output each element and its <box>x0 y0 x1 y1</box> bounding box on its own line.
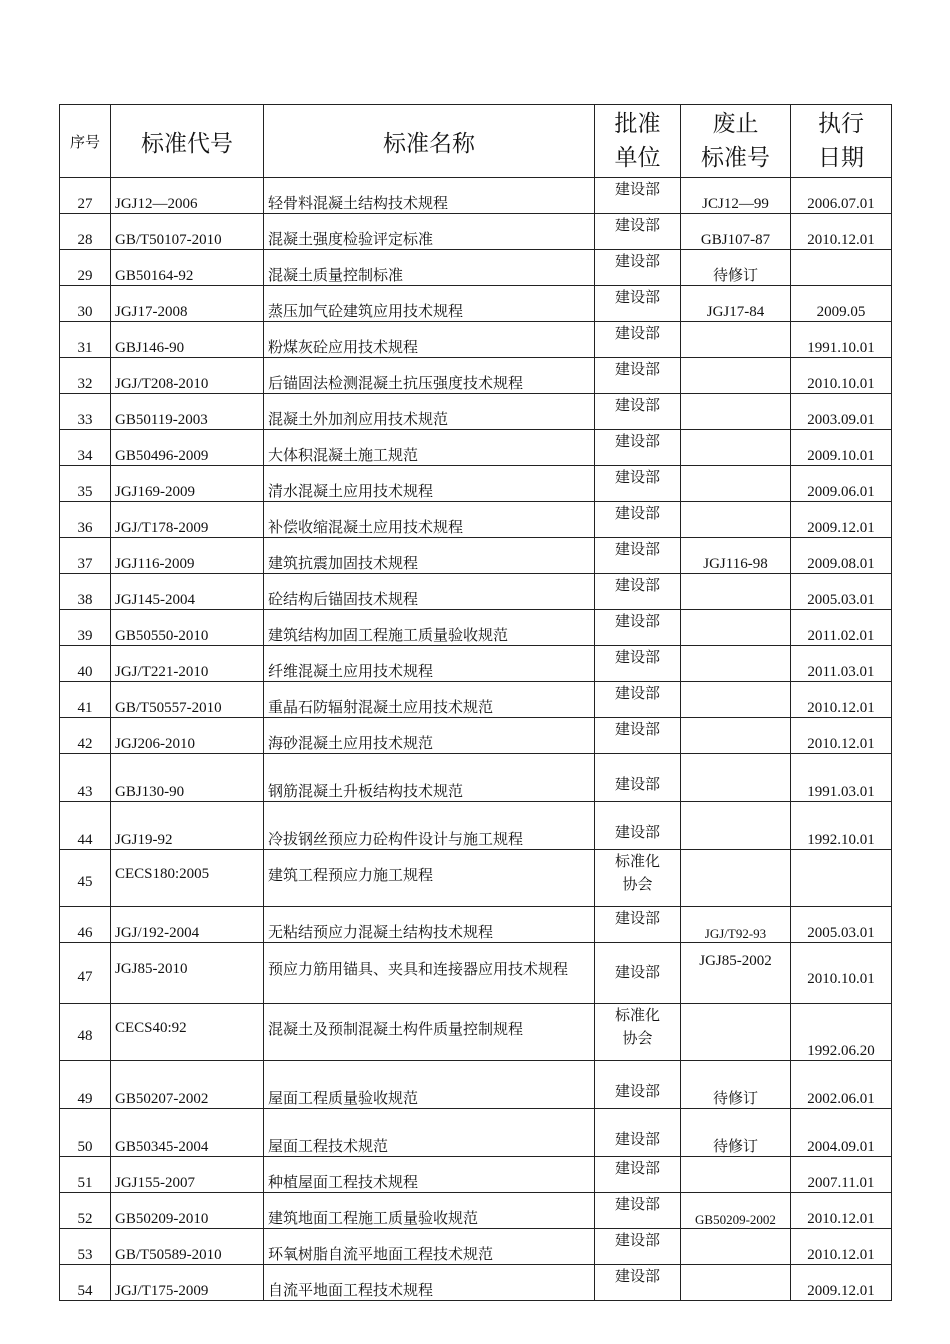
cell-unit: 建设部 <box>595 538 681 574</box>
cell-name: 后锚固法检测混凝土抗压强度技术规程 <box>264 358 595 394</box>
table-row <box>60 1157 892 1193</box>
cell-name: 砼结构后锚固技术规程 <box>264 574 595 610</box>
cell-old <box>681 574 791 610</box>
cell-code: GB50345-2004 <box>111 1109 264 1157</box>
cell-seq: 43 <box>60 754 111 802</box>
cell-date: 2002.06.01 <box>791 1061 892 1109</box>
cell-unit: 建设部 <box>595 286 681 322</box>
cell-code: GB50496-2009 <box>111 430 264 466</box>
table-row <box>60 754 892 802</box>
cell-name: 大体积混凝土施工规范 <box>264 430 595 466</box>
cell-code: GB50550-2010 <box>111 610 264 646</box>
header-name: 标准名称 <box>264 105 595 178</box>
cell-date: 2009.12.01 <box>791 1265 892 1301</box>
cell-name: 清水混凝土应用技术规程 <box>264 466 595 502</box>
table-row <box>60 802 892 850</box>
cell-name: 建筑地面工程施工质量验收规范 <box>264 1193 595 1229</box>
cell-seq: 46 <box>60 907 111 943</box>
table-row <box>60 646 892 682</box>
cell-unit: 建设部 <box>595 646 681 682</box>
cell-code: GB50164-92 <box>111 250 264 286</box>
cell-seq: 39 <box>60 610 111 646</box>
cell-unit: 建设部 <box>595 802 681 850</box>
table-row <box>60 538 892 574</box>
cell-name: 自流平地面工程技术规程 <box>264 1265 595 1301</box>
cell-unit: 建设部 <box>595 1061 681 1109</box>
cell-date: 2011.03.01 <box>791 646 892 682</box>
cell-name: 海砂混凝土应用技术规范 <box>264 718 595 754</box>
cell-name: 钢筋混凝土升板结构技术规范 <box>264 754 595 802</box>
cell-seq: 32 <box>60 358 111 394</box>
cell-seq: 52 <box>60 1193 111 1229</box>
cell-unit: 建设部 <box>595 178 681 214</box>
cell-seq: 42 <box>60 718 111 754</box>
table-row <box>60 286 892 322</box>
cell-old <box>681 802 791 850</box>
cell-date: 2010.12.01 <box>791 214 892 250</box>
table-row <box>60 214 892 250</box>
table-row <box>60 250 892 286</box>
header-unit <box>595 105 681 178</box>
cell-code: GB/T50557-2010 <box>111 682 264 718</box>
cell-old <box>681 1157 791 1193</box>
cell-old <box>681 850 791 907</box>
cell-code: GBJ130-90 <box>111 754 264 802</box>
cell-date: 1992.06.20 <box>791 1004 892 1061</box>
table-row <box>60 574 892 610</box>
cell-old: GBJ107-87 <box>681 214 791 250</box>
cell-unit-line1: 标准化 <box>614 854 660 870</box>
cell-code: JGJ155-2007 <box>111 1157 264 1193</box>
table-row <box>60 358 892 394</box>
table-row <box>60 907 892 943</box>
cell-date: 2009.08.01 <box>791 538 892 574</box>
cell-old <box>681 718 791 754</box>
cell-old: JGJ85-2002 <box>681 943 791 1004</box>
cell-seq: 35 <box>60 466 111 502</box>
header-old <box>681 105 791 178</box>
cell-seq: 44 <box>60 802 111 850</box>
header-old-line2: 标准号 <box>701 145 770 170</box>
header-date <box>791 105 892 178</box>
cell-date: 2009.10.01 <box>791 430 892 466</box>
cell-unit: 建设部 <box>595 907 681 943</box>
cell-old <box>681 322 791 358</box>
cell-date: 1991.10.01 <box>791 322 892 358</box>
table-row <box>60 610 892 646</box>
cell-date: 2009.12.01 <box>791 502 892 538</box>
table-row <box>60 1109 892 1157</box>
table-row <box>60 466 892 502</box>
cell-old: JGJ/T92-93 <box>681 907 791 943</box>
cell-name: 建筑抗震加固技术规程 <box>264 538 595 574</box>
table-row <box>60 682 892 718</box>
table-row <box>60 1004 892 1061</box>
cell-unit: 建设部 <box>595 610 681 646</box>
cell-unit: 建设部 <box>595 754 681 802</box>
cell-seq: 41 <box>60 682 111 718</box>
header-unit-line1: 批准 <box>614 111 661 136</box>
cell-unit: 建设部 <box>595 574 681 610</box>
table-body <box>60 178 892 1301</box>
cell-date: 2010.10.01 <box>791 358 892 394</box>
cell-unit-line2: 协会 <box>622 1031 653 1047</box>
cell-seq: 54 <box>60 1265 111 1301</box>
cell-name: 补偿收缩混凝土应用技术规程 <box>264 502 595 538</box>
cell-name: 混凝土质量控制标准 <box>264 250 595 286</box>
cell-seq: 40 <box>60 646 111 682</box>
cell-old <box>681 682 791 718</box>
cell-unit <box>595 1004 681 1061</box>
cell-unit: 建设部 <box>595 466 681 502</box>
cell-code: JGJ116-2009 <box>111 538 264 574</box>
cell-date <box>791 250 892 286</box>
cell-seq: 38 <box>60 574 111 610</box>
table-row <box>60 178 892 214</box>
cell-date: 1991.03.01 <box>791 754 892 802</box>
cell-seq: 49 <box>60 1061 111 1109</box>
table-row <box>60 1229 892 1265</box>
cell-old <box>681 394 791 430</box>
cell-date: 2010.10.01 <box>791 943 892 1004</box>
cell-name: 冷拔钢丝预应力砼构件设计与施工规程 <box>264 802 595 850</box>
cell-code: GB50209-2010 <box>111 1193 264 1229</box>
cell-date: 2010.12.01 <box>791 718 892 754</box>
cell-old: 待修订 <box>681 1109 791 1157</box>
cell-name: 混凝土强度检验评定标准 <box>264 214 595 250</box>
cell-seq: 30 <box>60 286 111 322</box>
cell-date: 2004.09.01 <box>791 1109 892 1157</box>
table-row <box>60 322 892 358</box>
cell-code: GB50207-2002 <box>111 1061 264 1109</box>
cell-unit-line2: 协会 <box>622 877 653 893</box>
cell-old <box>681 1265 791 1301</box>
cell-unit: 建设部 <box>595 250 681 286</box>
cell-name: 混凝土及预制混凝土构件质量控制规程 <box>264 1004 595 1061</box>
cell-code: JGJ19-92 <box>111 802 264 850</box>
cell-seq: 31 <box>60 322 111 358</box>
cell-old: 待修订 <box>681 1061 791 1109</box>
cell-unit: 建设部 <box>595 394 681 430</box>
cell-seq: 27 <box>60 178 111 214</box>
cell-seq: 48 <box>60 1004 111 1061</box>
cell-name: 混凝土外加剂应用技术规范 <box>264 394 595 430</box>
header-seq: 序号 <box>60 105 111 178</box>
cell-unit: 建设部 <box>595 358 681 394</box>
cell-unit: 建设部 <box>595 1109 681 1157</box>
cell-date: 2010.12.01 <box>791 1193 892 1229</box>
cell-code: JGJ206-2010 <box>111 718 264 754</box>
cell-date: 2006.07.01 <box>791 178 892 214</box>
cell-old: 待修订 <box>681 250 791 286</box>
cell-seq: 29 <box>60 250 111 286</box>
cell-unit: 建设部 <box>595 1265 681 1301</box>
cell-date: 2010.12.01 <box>791 682 892 718</box>
header-row <box>60 105 892 178</box>
header-date-line2: 日期 <box>818 145 864 170</box>
cell-name: 预应力筋用锚具、夹具和连接器应用技术规程 <box>264 943 595 1004</box>
cell-unit <box>595 850 681 907</box>
cell-unit: 建设部 <box>595 718 681 754</box>
table-row <box>60 1265 892 1301</box>
cell-seq: 36 <box>60 502 111 538</box>
header-code: 标准代号 <box>111 105 264 178</box>
header-old-line1: 废止 <box>712 111 759 136</box>
cell-unit: 建设部 <box>595 502 681 538</box>
cell-seq: 53 <box>60 1229 111 1265</box>
cell-date: 2011.02.01 <box>791 610 892 646</box>
cell-old: GB50209-2002 <box>681 1193 791 1229</box>
cell-date: 1992.10.01 <box>791 802 892 850</box>
cell-old <box>681 358 791 394</box>
cell-name: 轻骨料混凝土结构技术规程 <box>264 178 595 214</box>
cell-unit: 建设部 <box>595 1193 681 1229</box>
cell-name: 种植屋面工程技术规程 <box>264 1157 595 1193</box>
cell-date: 2010.12.01 <box>791 1229 892 1265</box>
cell-date <box>791 850 892 907</box>
cell-date: 2009.05 <box>791 286 892 322</box>
table-row <box>60 718 892 754</box>
cell-code: JGJ/T221-2010 <box>111 646 264 682</box>
cell-seq: 37 <box>60 538 111 574</box>
cell-unit: 建设部 <box>595 1229 681 1265</box>
cell-name: 无粘结预应力混凝土结构技术规程 <box>264 907 595 943</box>
cell-old <box>681 610 791 646</box>
cell-code: JGJ145-2004 <box>111 574 264 610</box>
cell-name: 建筑结构加固工程施工质量验收规范 <box>264 610 595 646</box>
cell-old: JCJ12—99 <box>681 178 791 214</box>
cell-date: 2003.09.01 <box>791 394 892 430</box>
table-row <box>60 430 892 466</box>
cell-code: CECS40:92 <box>111 1004 264 1061</box>
cell-old <box>681 754 791 802</box>
cell-name: 蒸压加气砼建筑应用技术规程 <box>264 286 595 322</box>
cell-unit: 建设部 <box>595 430 681 466</box>
header-date-line1: 执行 <box>818 111 864 136</box>
cell-code: JGJ/192-2004 <box>111 907 264 943</box>
cell-unit: 建设部 <box>595 1157 681 1193</box>
cell-seq: 28 <box>60 214 111 250</box>
standards-table <box>59 104 892 1301</box>
cell-old <box>681 502 791 538</box>
cell-code: JGJ17-2008 <box>111 286 264 322</box>
cell-seq: 33 <box>60 394 111 430</box>
cell-name: 纤维混凝土应用技术规程 <box>264 646 595 682</box>
cell-seq: 47 <box>60 943 111 1004</box>
cell-old <box>681 1004 791 1061</box>
cell-seq: 50 <box>60 1109 111 1157</box>
cell-seq: 34 <box>60 430 111 466</box>
table-row <box>60 943 892 1004</box>
cell-date: 2005.03.01 <box>791 574 892 610</box>
cell-date: 2009.06.01 <box>791 466 892 502</box>
cell-date: 2007.11.01 <box>791 1157 892 1193</box>
cell-old <box>681 1229 791 1265</box>
cell-old <box>681 646 791 682</box>
cell-seq: 51 <box>60 1157 111 1193</box>
table-row <box>60 394 892 430</box>
cell-code: GB/T50589-2010 <box>111 1229 264 1265</box>
cell-unit-line1: 标准化 <box>614 1008 660 1024</box>
cell-unit: 建设部 <box>595 214 681 250</box>
cell-code: JGJ169-2009 <box>111 466 264 502</box>
cell-code: JGJ/T208-2010 <box>111 358 264 394</box>
cell-seq: 45 <box>60 850 111 907</box>
cell-code: JGJ/T175-2009 <box>111 1265 264 1301</box>
header-unit-line2: 单位 <box>614 145 661 170</box>
cell-name: 重晶石防辐射混凝土应用技术规范 <box>264 682 595 718</box>
cell-name: 环氧树脂自流平地面工程技术规范 <box>264 1229 595 1265</box>
cell-code: JGJ12—2006 <box>111 178 264 214</box>
cell-old: JGJ116-98 <box>681 538 791 574</box>
cell-unit: 建设部 <box>595 682 681 718</box>
cell-date: 2005.03.01 <box>791 907 892 943</box>
cell-code: GB/T50107-2010 <box>111 214 264 250</box>
cell-old: JGJ17-84 <box>681 286 791 322</box>
table-row <box>60 1061 892 1109</box>
cell-name: 建筑工程预应力施工规程 <box>264 850 595 907</box>
cell-old <box>681 430 791 466</box>
cell-code: GBJ146-90 <box>111 322 264 358</box>
cell-code: CECS180:2005 <box>111 850 264 907</box>
cell-unit: 建设部 <box>595 943 681 1004</box>
cell-old <box>681 466 791 502</box>
table-row <box>60 850 892 907</box>
cell-name: 屋面工程技术规范 <box>264 1109 595 1157</box>
cell-code: GB50119-2003 <box>111 394 264 430</box>
cell-name: 屋面工程质量验收规范 <box>264 1061 595 1109</box>
table-row <box>60 1193 892 1229</box>
cell-code: JGJ/T178-2009 <box>111 502 264 538</box>
cell-unit: 建设部 <box>595 322 681 358</box>
table-row <box>60 502 892 538</box>
cell-name: 粉煤灰砼应用技术规程 <box>264 322 595 358</box>
cell-code: JGJ85-2010 <box>111 943 264 1004</box>
